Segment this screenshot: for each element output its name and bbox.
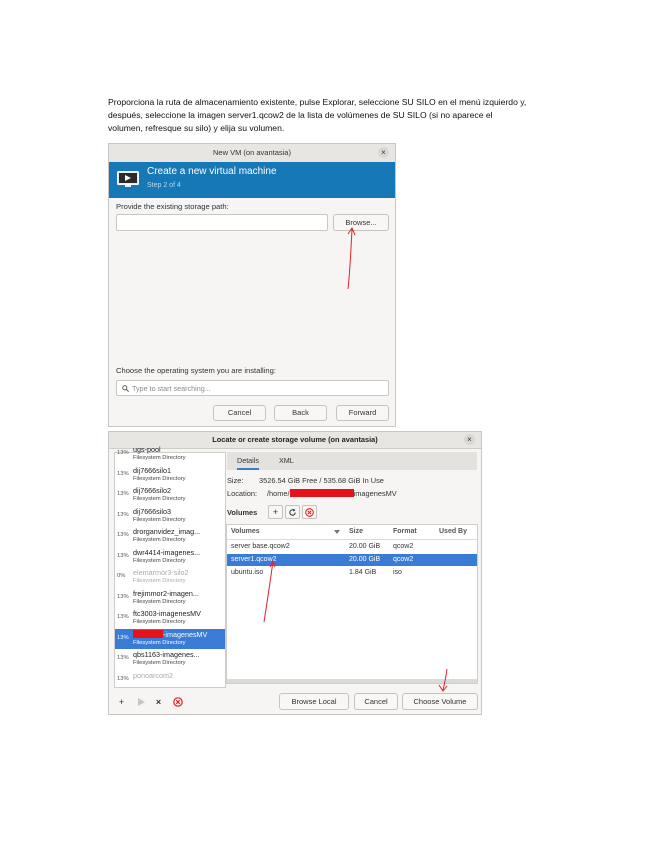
pool-type: Filesystem Directory — [133, 516, 186, 523]
pool-type: Filesystem Directory — [133, 537, 186, 543]
col-format[interactable]: Format — [393, 528, 417, 535]
refresh-button[interactable] — [285, 505, 300, 519]
pool-name — [133, 630, 207, 639]
pool-usage: 13% — [117, 450, 129, 456]
os-label: Choose the operating system you are installing: — [116, 366, 276, 375]
pool-usage: 13% — [117, 552, 129, 559]
pool-name: elemarmor3-silo2 — [133, 568, 189, 577]
volume-name: server1.qcow2 — [231, 556, 277, 563]
pool-usage: 13% — [117, 491, 129, 497]
storage-path-input[interactable] — [116, 214, 328, 231]
volume-tabs — [227, 452, 477, 470]
pool-location-label: Location: — [227, 489, 257, 498]
banner-step: Step 2 of 4 — [147, 182, 181, 189]
browse-local-button[interactable]: Browse Local — [279, 693, 349, 710]
pool-usage: 13% — [117, 511, 129, 518]
location-prefix: /home/ — [267, 489, 290, 498]
delete-icon — [305, 508, 314, 517]
volume-size: 1.84 GiB — [349, 569, 377, 576]
tab-details[interactable]: Details — [237, 456, 259, 470]
delete-pool-icon[interactable] — [173, 697, 183, 707]
add-pool-button[interactable]: + — [118, 697, 125, 707]
pool-item[interactable] — [115, 485, 225, 506]
pool-type: Filesystem Directory — [133, 578, 186, 584]
pool-item[interactable] — [115, 444, 225, 465]
pool-item[interactable] — [115, 547, 225, 568]
storage-volume-title: Locate or create storage volume (on avantasia) — [212, 435, 378, 444]
back-button[interactable]: Back — [274, 405, 327, 421]
storage-path-label: Provide the existing storage path: — [116, 202, 229, 211]
close-icon[interactable]: × — [464, 434, 475, 445]
choose-volume-button[interactable]: Choose Volume — [402, 693, 478, 710]
pool-name: drorganvidez_imag... — [133, 527, 201, 536]
pool-item[interactable] — [115, 588, 225, 609]
pool-type: Filesystem Directory — [133, 598, 186, 605]
add-volume-button[interactable] — [268, 505, 283, 519]
pool-name: frejimmor2-imagen... — [133, 588, 199, 598]
pool-size-label: Size: — [227, 476, 244, 485]
pool-usage: 13% — [117, 532, 129, 538]
volume-size: 20.00 GiB — [349, 556, 381, 563]
volume-format: qcow2 — [393, 543, 414, 550]
pool-item[interactable] — [115, 649, 225, 670]
cancel-button[interactable]: Cancel — [213, 405, 266, 421]
pool-item-selected[interactable] — [115, 629, 225, 650]
close-icon[interactable]: × — [378, 147, 389, 158]
pool-size-value: 3526.54 GiB Free / 535.68 GiB In Use — [259, 476, 384, 485]
refresh-icon — [288, 508, 297, 517]
pool-item[interactable] — [115, 608, 225, 629]
search-icon — [122, 385, 129, 392]
tab-xml[interactable]: XML — [279, 456, 294, 465]
pool-type: Filesystem Directory — [133, 475, 186, 482]
pool-type: Filesystem Directory — [133, 455, 186, 461]
volume-format: qcow2 — [393, 556, 414, 563]
instructions-text: Proporciona la ruta de almacenamiento existente, pulse Explorar, seleccione SU SILO en el menú izquierdo y, después, seleccione la imagen server1.qcow2 de la lista de volúmenes de SU SILO (si no aparece el volumen, refresque su silo) y elija su volumen. — [108, 97, 527, 133]
os-search-input[interactable] — [116, 380, 389, 396]
pool-name: ugs-pool — [133, 445, 161, 454]
col-volumes[interactable]: Volumes — [231, 528, 260, 535]
pool-name: ftc3003-imagenesMV — [133, 609, 201, 618]
pool-usage: 13% — [117, 470, 129, 477]
plus-icon: + — [272, 507, 279, 517]
new-vm-titlebar — [109, 144, 395, 163]
volume-size: 20.00 GiB — [349, 543, 381, 550]
cancel-button[interactable]: Cancel — [354, 693, 398, 710]
volume-name: ubuntu.iso — [231, 569, 264, 576]
red-arrow-annotation — [260, 558, 280, 628]
col-size[interactable]: Size — [349, 528, 364, 535]
wizard-banner — [109, 162, 395, 198]
new-vm-title: New VM (on avantasia) — [213, 148, 291, 157]
volumes-label: Volumes — [227, 508, 258, 517]
forward-button[interactable]: Forward — [336, 405, 389, 421]
pool-name-text: -imagenesMV — [163, 629, 208, 639]
pool-name: dij7666silo2 — [133, 486, 171, 495]
pool-name: dij7666silo1 — [133, 465, 171, 475]
banner-title: Create a new virtual machine — [147, 166, 277, 177]
volume-format: iso — [393, 569, 402, 576]
os-search-placeholder: Type to start searching... — [132, 384, 211, 393]
redaction-mark — [133, 630, 163, 638]
delete-volume-button[interactable] — [302, 505, 317, 519]
pool-location-value — [267, 489, 397, 498]
pool-name: dwr4414-imagenes... — [133, 547, 201, 557]
play-icon[interactable] — [138, 698, 145, 706]
pool-item[interactable] — [115, 465, 225, 486]
pool-type: Filesystem Directory — [133, 639, 186, 646]
col-used-by[interactable]: Used By — [439, 528, 468, 535]
pool-type: Filesystem Directory — [133, 619, 186, 625]
pool-name: qbs1163-imagenes... — [133, 650, 200, 659]
sort-down-icon — [334, 530, 340, 534]
storage-pool-list[interactable] — [114, 445, 226, 688]
pool-item[interactable] — [115, 567, 225, 588]
pool-item[interactable] — [115, 506, 225, 527]
pool-usage: 13% — [117, 675, 129, 682]
pool-item[interactable] — [115, 526, 225, 547]
stop-pool-button[interactable]: × — [155, 697, 162, 707]
pool-item[interactable] — [115, 670, 225, 691]
pool-usage: 13% — [117, 614, 129, 620]
red-arrow-annotation — [436, 668, 452, 694]
monitor-icon — [117, 171, 139, 188]
pool-usage: 13% — [117, 634, 129, 641]
pool-type: Filesystem Directory — [133, 660, 186, 666]
pool-usage: 13% — [117, 655, 129, 661]
pool-name: dij7666silo3 — [133, 506, 171, 516]
location-suffix: imagenesMV — [353, 489, 397, 498]
pool-type: Filesystem Directory — [133, 557, 186, 564]
pool-usage: 0% — [117, 573, 126, 579]
redaction-mark — [290, 489, 354, 497]
pool-type: Filesystem Directory — [133, 496, 186, 502]
volume-table-header — [227, 525, 477, 540]
browse-button[interactable]: Browse... — [333, 214, 389, 231]
pool-name: ponoarcom2 — [133, 670, 173, 680]
volume-row[interactable] — [227, 541, 477, 553]
storage-volume-dialog — [108, 431, 482, 715]
red-arrow-annotation — [340, 225, 360, 295]
pool-usage: 13% — [117, 593, 129, 600]
volume-name: server base.qcow2 — [231, 543, 290, 550]
